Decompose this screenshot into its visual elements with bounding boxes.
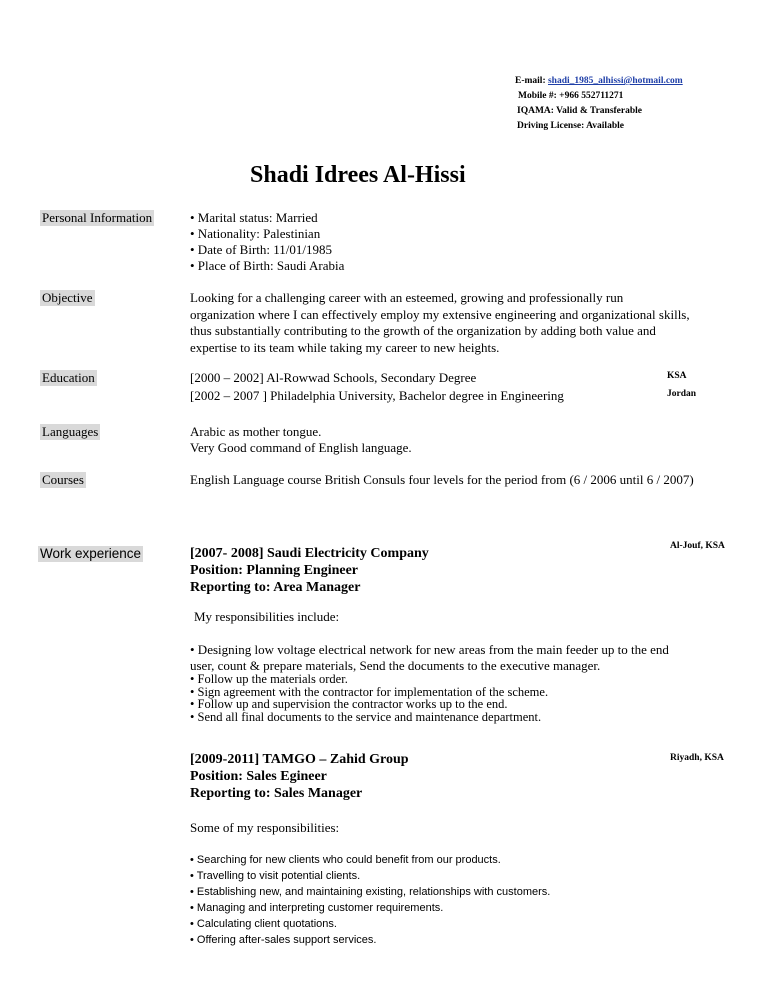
job-bullet-list bbox=[190, 852, 550, 948]
job-position: Position: Planning Engineer bbox=[190, 563, 359, 578]
objective-line: expertise to its team while taking my career to new heights. bbox=[190, 339, 500, 355]
list-item: • Sign agreement with the contractor for implementation of the scheme. bbox=[190, 684, 549, 699]
list-item: • Establishing new, and maintaining existing, relationships with customers. bbox=[190, 886, 551, 898]
section-label-personal: Personal Information bbox=[42, 210, 153, 225]
job-title: [2009-2011] TAMGO – Zahid Group bbox=[190, 752, 409, 767]
education-item: [2002 – 2007 ] Philadelphia University, Bachelor degree in Engineering bbox=[190, 388, 564, 403]
list-item: • Date of Birth: 11/01/1985 bbox=[190, 242, 332, 257]
education-location: KSA bbox=[667, 371, 687, 381]
list-item: • Searching for new clients who could benefit from our products. bbox=[190, 854, 501, 866]
list-item: • Managing and interpreting customer requirements. bbox=[190, 902, 444, 914]
page-title: Shadi Idrees Al-Hissi bbox=[250, 162, 466, 188]
objective-line: Looking for a challenging career with an esteemed, growing and professionally run bbox=[190, 290, 624, 305]
list-item: • Place of Birth: Saudi Arabia bbox=[190, 258, 345, 273]
objective-text bbox=[190, 290, 690, 356]
job-reporting: Reporting to: Sales Manager bbox=[190, 786, 363, 801]
section-label-courses: Courses bbox=[42, 472, 84, 487]
job-reporting: Reporting to: Area Manager bbox=[190, 580, 361, 595]
courses-text: English Language course British Consuls four levels for the period from (6 / 2006 until 6 / 2007) bbox=[190, 472, 694, 487]
language-line: Arabic as mother tongue. bbox=[190, 424, 322, 439]
job-bullet-list bbox=[190, 673, 548, 723]
language-line: Very Good command of English language. bbox=[190, 440, 412, 455]
list-item: • Offering after-sales support services. bbox=[190, 934, 377, 946]
driving-line: Driving License: Available bbox=[517, 121, 624, 131]
job-intro: Some of my responsibilities: bbox=[190, 820, 340, 835]
list-item: • Send all final documents to the service and maintenance department. bbox=[190, 709, 542, 724]
job-location: Al-Jouf, KSA bbox=[670, 541, 725, 551]
education-location: Jordan bbox=[667, 389, 697, 399]
mobile-line: Mobile #: +966 552711271 bbox=[518, 91, 624, 101]
iqama-line: IQAMA: Valid & Transferable bbox=[517, 106, 642, 116]
personal-info-list bbox=[190, 210, 344, 274]
job-intro: My responsibilities include: bbox=[194, 609, 340, 624]
list-item: • Calculating client quotations. bbox=[190, 918, 337, 930]
objective-line: thus substantially contributing to the growth of the organization by adding both value and bbox=[190, 323, 656, 338]
section-label-education: Education bbox=[42, 370, 95, 385]
job-bullet: • Designing low voltage electrical network for new areas from the main feeder up to the end bbox=[190, 642, 669, 657]
list-item: • Follow up and supervision the contractor works up to the end. bbox=[190, 697, 508, 711]
education-item: [2000 – 2002] Al-Rowwad Schools, Secondary Degree bbox=[190, 370, 477, 385]
section-label-languages: Languages bbox=[42, 424, 99, 439]
job-block bbox=[190, 751, 409, 802]
email-label: E-mail: bbox=[515, 76, 546, 86]
job-bullet: user, count & prepare materials, Send the documents to the executive manager. bbox=[190, 658, 601, 673]
list-item: • Marital status: Married bbox=[190, 210, 318, 225]
email-line bbox=[515, 74, 683, 89]
job-location: Riyadh, KSA bbox=[670, 753, 724, 763]
objective-line: organization where I can effectively employ my extensive engineering and organizational skills, bbox=[190, 306, 690, 322]
contact-block bbox=[515, 74, 683, 134]
email-link[interactable]: shadi_1985_alhissi@hotmail.com bbox=[547, 76, 683, 86]
list-item: • Nationality: Palestinian bbox=[190, 226, 321, 241]
job-title: [2007- 2008] Saudi Electricity Company bbox=[190, 546, 429, 561]
languages-text bbox=[190, 424, 412, 456]
list-item: • Follow up the materials order. bbox=[190, 672, 348, 686]
job-block bbox=[190, 545, 429, 596]
section-label-objective: Objective bbox=[42, 290, 93, 305]
job-position: Position: Sales Egineer bbox=[190, 769, 327, 784]
list-item: • Travelling to visit potential clients. bbox=[190, 870, 361, 882]
section-label-work: Work experience bbox=[40, 546, 142, 561]
